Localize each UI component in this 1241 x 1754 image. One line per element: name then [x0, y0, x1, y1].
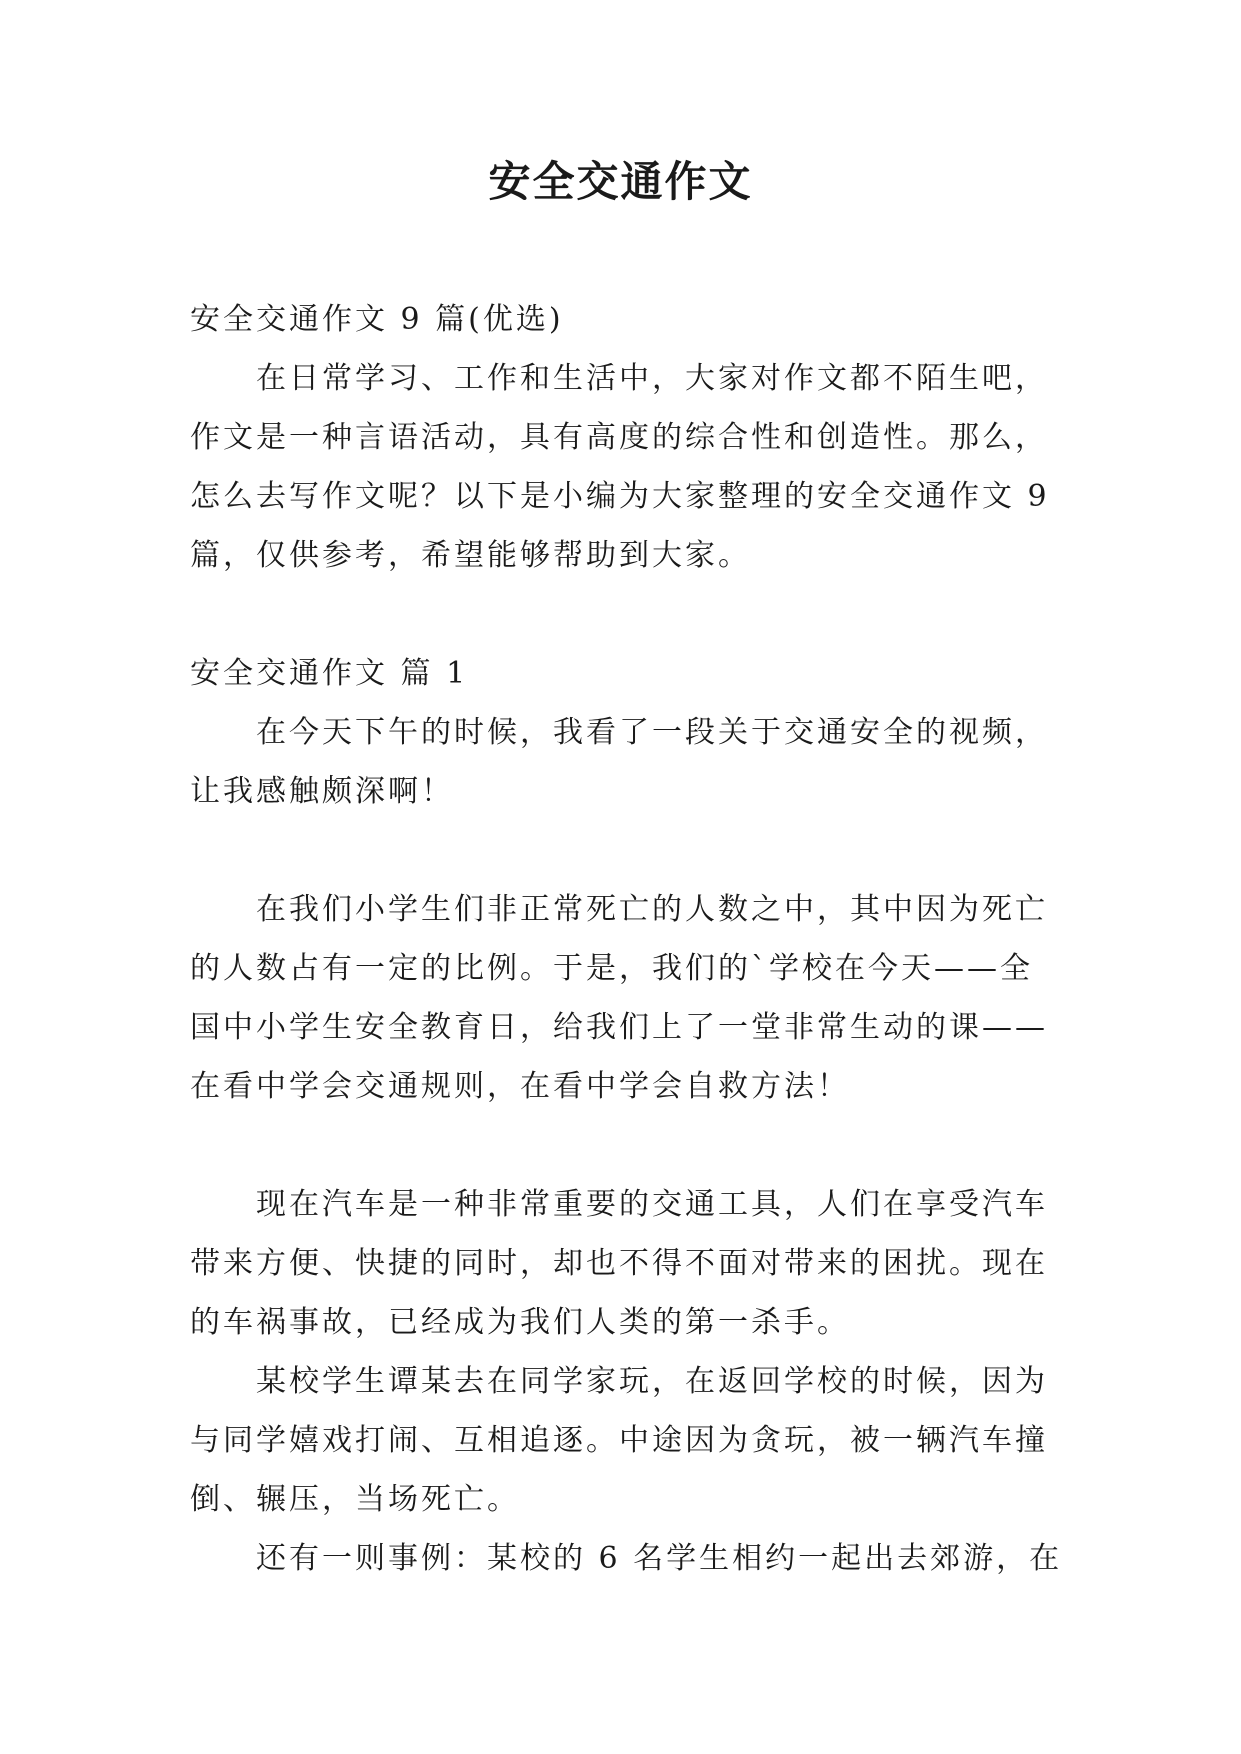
paragraph-spacer — [190, 821, 1060, 880]
paragraph-line: 在看中学会交通规则，在看中学会自救方法！ — [190, 1069, 850, 1104]
intro-line: 在日常学习、工作和生活中，大家对作文都不陌生吧， — [256, 361, 1048, 396]
paragraph-line: 在今天下午的时候，我看了一段关于交通安全的视频， — [256, 715, 1048, 750]
paragraph-line: 与同学嬉戏打闹、互相追逐。中途因为贪玩，被一辆汽车撞 — [190, 1423, 1048, 1458]
page-title: 安全交通作文 — [488, 157, 753, 206]
document-subtitle: 安全交通作文 9 篇(优选) — [190, 302, 564, 337]
paragraph-spacer — [190, 585, 1060, 644]
intro-line: 怎么去写作文呢？以下是小编为大家整理的安全交通作文 9 — [190, 479, 1050, 514]
paragraph-line: 还有一则事例：某校的 6 名学生相约一起出去郊游，在 — [256, 1541, 1063, 1576]
paragraph-line: 某校学生谭某去在同学家玩，在返回学校的时候，因为 — [256, 1364, 1048, 1399]
paragraph-line: 的车祸事故，已经成为我们人类的第一杀手。 — [190, 1305, 850, 1340]
paragraph-line: 在我们小学生们非正常死亡的人数之中，其中因为死亡 — [256, 892, 1048, 927]
paragraph-line: 倒、辗压，当场死亡。 — [190, 1482, 520, 1517]
document-body — [190, 290, 1063, 1588]
paragraph-line: 国中小学生安全教育日，给我们上了一堂非常生动的课—— — [190, 1010, 1048, 1045]
paragraph-line: 带来方便、快捷的同时，却也不得不面对带来的困扰。现在 — [190, 1246, 1048, 1281]
intro-line: 作文是一种言语活动，具有高度的综合性和创造性。那么， — [190, 420, 1048, 455]
paragraph-line: 的人数占有一定的比例。于是，我们的`学校在今天——全 — [190, 951, 1033, 986]
paragraph-line: 现在汽车是一种非常重要的交通工具，人们在享受汽车 — [256, 1187, 1048, 1222]
paragraph-line: 让我感触颇深啊！ — [190, 774, 454, 809]
section-heading: 安全交通作文 篇 1 — [190, 656, 469, 691]
paragraph-spacer — [190, 1116, 1060, 1175]
intro-line: 篇，仅供参考，希望能够帮助到大家。 — [190, 538, 751, 573]
